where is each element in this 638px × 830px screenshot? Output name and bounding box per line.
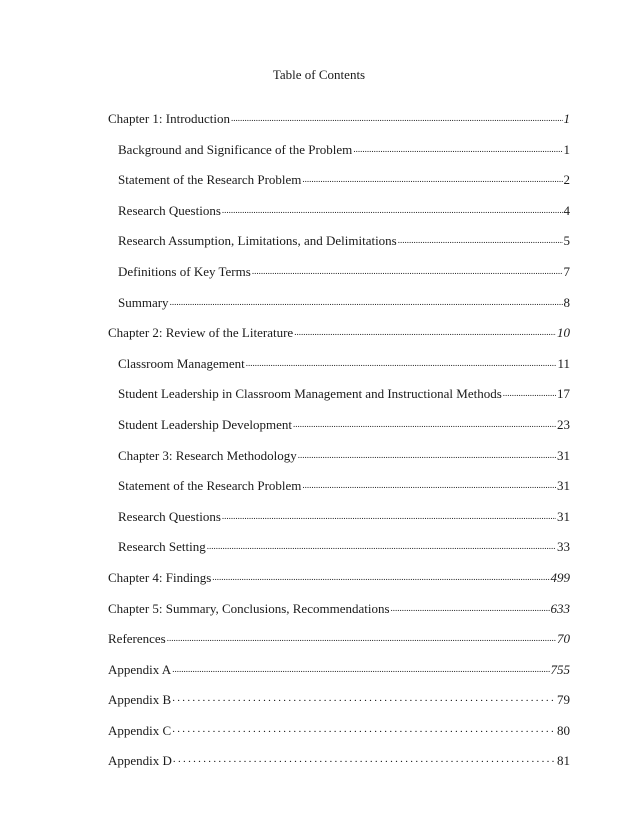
dot-leader [298, 447, 556, 460]
toc-entry-label: Chapter 5: Summary, Conclusions, Recommendations [108, 600, 390, 616]
toc-entry-label: Statement of the Research Problem [118, 478, 302, 494]
toc-entry-page: 10 [557, 325, 570, 341]
toc-entry-label: Statement of the Research Problem [118, 172, 302, 188]
toc-entry-page: 2 [563, 172, 570, 188]
dot-leader [503, 385, 556, 398]
toc-entry-page: 23 [557, 416, 570, 432]
toc-entry [108, 141, 570, 172]
dot-leader [398, 232, 563, 245]
dot-leader [231, 110, 562, 123]
toc-entry-page: 80 [557, 722, 570, 738]
toc-entry-page: 499 [550, 569, 570, 585]
toc-entry [108, 171, 570, 202]
dot-leader [391, 600, 550, 613]
toc-entry-page: 70 [557, 631, 570, 647]
dot-leader [207, 538, 556, 551]
dot-leader [252, 263, 563, 276]
toc-entry-label: Chapter 1: Introduction [108, 111, 231, 126]
toc-entry-page: 17 [557, 386, 570, 402]
toc-entry-label: Background and Significance of the Problem [118, 141, 353, 157]
toc-entry-label: Classroom Management [118, 355, 245, 371]
toc-entry-page: 11 [557, 355, 570, 371]
toc-list [108, 110, 570, 783]
toc-entry-page: 79 [557, 692, 570, 708]
toc-entry [108, 661, 570, 692]
toc-entry-page: 1 [563, 141, 570, 157]
toc-entry-label: References [108, 631, 166, 647]
toc-entry-label: Appendix C [108, 722, 172, 738]
dot-leader [212, 569, 549, 582]
toc-entry-page: 31 [557, 508, 570, 524]
dot-leader [293, 416, 556, 429]
toc-entry [108, 263, 570, 294]
toc-entry [108, 294, 570, 325]
toc-entry [108, 110, 570, 141]
toc-entry [108, 691, 570, 722]
toc-entry [108, 477, 570, 508]
toc-entry-label: Research Questions [118, 508, 221, 524]
toc-entry-page: 4 [563, 202, 570, 218]
page-title: Table of Contents [272, 67, 366, 82]
toc-entry-label: Appendix B [108, 692, 172, 708]
toc-entry-page: 7 [563, 263, 570, 279]
toc-entry-page: 33 [557, 539, 570, 555]
toc-entry [108, 722, 570, 753]
toc-entry [108, 355, 570, 386]
toc-entry-label: Student Leadership Development [118, 416, 293, 432]
toc-entry [108, 600, 570, 631]
toc-entry-label: Appendix D [108, 753, 172, 769]
toc-entry-label: Summary [118, 294, 169, 310]
toc-entry [108, 416, 570, 447]
toc-entry [108, 447, 570, 478]
toc-entry-label: Chapter 4: Findings [108, 569, 212, 585]
toc-entry-page: 31 [557, 478, 570, 494]
dot-leader [172, 661, 549, 674]
toc-entry [108, 385, 570, 416]
toc-entry-label: Chapter 3: Research Methodology [118, 447, 297, 463]
toc-entry [108, 752, 570, 783]
toc-entry-label: Research Questions [118, 202, 221, 218]
toc-entry-label: Appendix A [108, 661, 172, 677]
toc-entry-page: 31 [557, 447, 570, 463]
toc-entry [108, 630, 570, 661]
toc-entry [108, 508, 570, 539]
toc-entry-label: Student Leadership in Classroom Management and Instructional Methods [118, 386, 502, 402]
dot-leader [173, 752, 556, 765]
dot-leader [353, 141, 562, 154]
dot-leader [170, 294, 563, 307]
toc-entry [108, 538, 570, 569]
toc-entry-page: 5 [563, 233, 570, 249]
dot-leader [172, 691, 556, 704]
dot-leader [302, 171, 562, 184]
dot-leader [246, 355, 557, 368]
toc-entry-page: 81 [557, 753, 570, 769]
toc-entry-page: 8 [563, 294, 570, 310]
dot-leader [167, 630, 556, 643]
toc-entry-label: Research Assumption, Limitations, and Delimitations [118, 233, 397, 249]
dot-leader [222, 508, 556, 521]
toc-entry-label: Research Setting [118, 539, 206, 555]
toc-entry-label: Definitions of Key Terms [118, 263, 251, 279]
dot-leader [222, 202, 563, 215]
toc-entry [108, 324, 570, 355]
toc-entry [108, 232, 570, 263]
toc-entry [108, 569, 570, 600]
toc-entry-label: Chapter 2: Review of the Literature [108, 325, 294, 341]
toc-entry-page: 633 [550, 600, 570, 616]
dot-leader [294, 324, 556, 337]
dot-leader [302, 477, 556, 490]
toc-entry [108, 202, 570, 233]
toc-entry-page: 755 [550, 661, 570, 677]
dot-leader [172, 722, 556, 735]
toc-entry-page: 1 [563, 111, 570, 126]
